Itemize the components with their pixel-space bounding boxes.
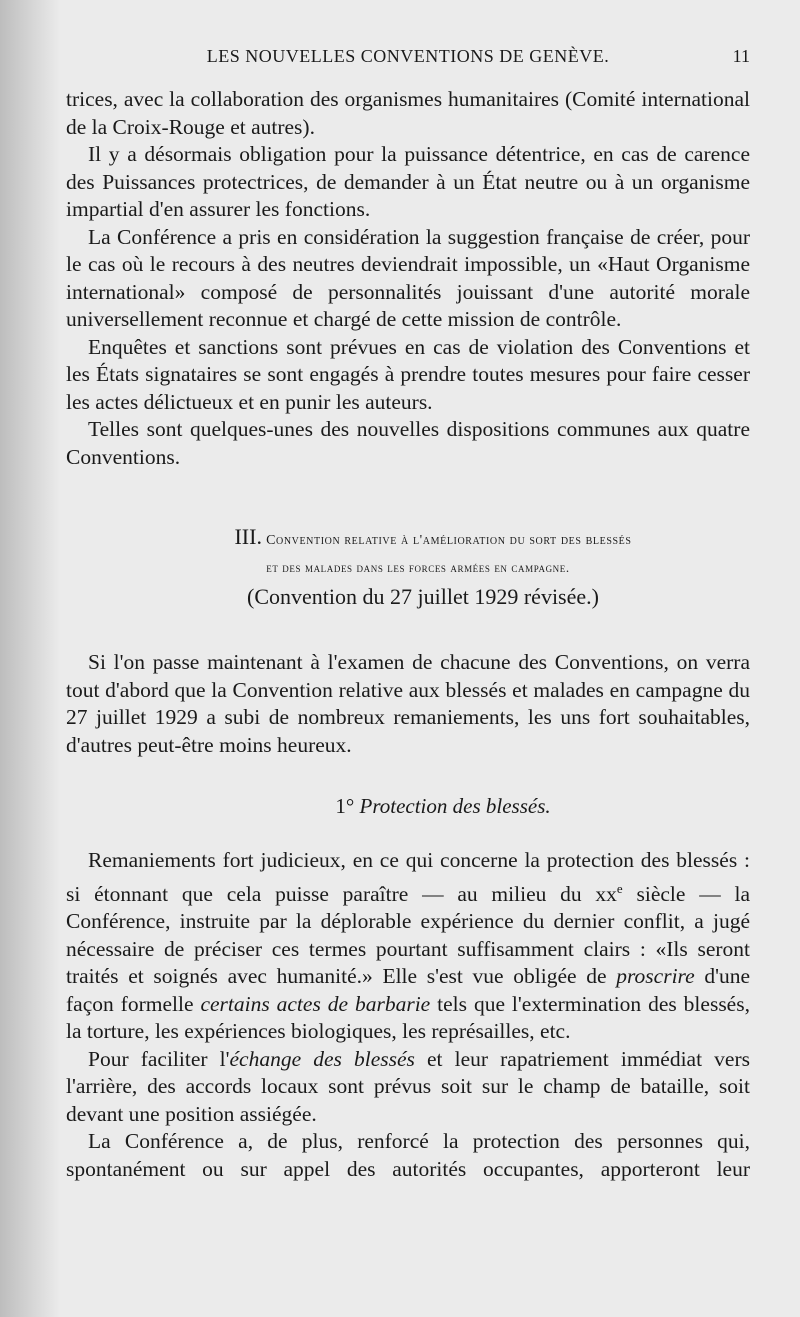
running-title: LES NOUVELLES CONVENTIONS DE GENÈVE. (206, 46, 610, 66)
text-run: et leur rapatriement immédiat vers l'arrière, des accords locaux sont prévus soit sur le champ de bataille, soit devant une position assiégée. (66, 1046, 750, 1126)
section-heading (66, 523, 750, 613)
text-run: Remaniements fort judicieux, en ce qui concerne la protection des blessés : si étonnant que cela puisse paraître — au milieu du xx (66, 848, 750, 906)
emphasis: échange des blessés (229, 1046, 415, 1071)
section-subtitle: (Convention du 27 juillet 1929 révisée.) (247, 584, 599, 609)
subheading (136, 793, 750, 819)
emphasis: proscrire (616, 964, 695, 989)
superscript: e (616, 880, 623, 896)
text-run: siècle — la Conférence, instruite par la déplorable expérience du dernier conflit, a jugé nécessaire de préciser ces termes pourtant suffisamment clairs : «Ils seront traités et soignés avec humanité.» Elle s'est vue obligée de (66, 881, 750, 989)
text-run: tels que l'extermination des blessés, la torture, les expériences biologiques, les représailles, etc. (66, 991, 750, 1044)
section-title-line-2: et des malades dans les forces armées en campagne. (266, 560, 570, 575)
section-title-text-1: Convention relative à l'amélioration du sort des blessés (266, 533, 632, 548)
paragraph (66, 1046, 750, 1129)
text-run: Pour faciliter l' (88, 1046, 230, 1071)
subheading-number: 1° (335, 794, 355, 818)
text-run: d'une façon formelle (66, 964, 751, 1016)
body-text (66, 86, 750, 1183)
paragraph: La Conférence a pris en considération la suggestion française de créer, pour le cas où le recours à des neutres deviendrait impossible, un «Haut Organisme international» composé de personnalités jouissant d'une autorité morale universellement reconnue et chargé de cette mission de contrôle. (66, 224, 750, 331)
section-number: III. (234, 524, 262, 549)
paragraph-continued: trices, avec la collaboration des organismes humanitaires (Comité international de la Croix-Rouge et autres). (66, 87, 750, 139)
emphasis: certains actes de barbarie (200, 991, 431, 1016)
paragraph: La Conférence a, de plus, renforcé la protection des personnes qui, spontanément ou sur appel des autorités occupantes, apporteront leur (66, 1129, 750, 1181)
running-head (66, 46, 750, 72)
section-title-line-1 (116, 523, 750, 555)
paragraph (66, 847, 750, 1046)
subheading-title: Protection des blessés. (359, 794, 551, 818)
page-number: 11 (732, 46, 750, 66)
page-gutter-shadow (0, 0, 60, 1317)
paragraph: Il y a désormais obligation pour la puissance détentrice, en cas de carence des Puissances protectrices, de demander à un État neutre ou à un organisme impartial d'en assurer les fonctions. (66, 142, 750, 221)
paragraph: Si l'on passe maintenant à l'examen de chacune des Conventions, on verra tout d'abord que la Convention relative aux blessés et malades en campagne du 27 juillet 1929 a subi de nombreux remaniements, les uns fort souhaitables, d'autres peut-être moins heureux. (66, 650, 750, 757)
paragraph: Enquêtes et sanctions sont prévues en cas de violation des Conventions et les États signataires se sont engagés à prendre toutes mesures pour faire cesser les actes délictueux et en punir les auteurs. (66, 334, 750, 414)
paragraph: Telles sont quelques-unes des nouvelles dispositions communes aux quatre Conventions. (66, 417, 750, 469)
